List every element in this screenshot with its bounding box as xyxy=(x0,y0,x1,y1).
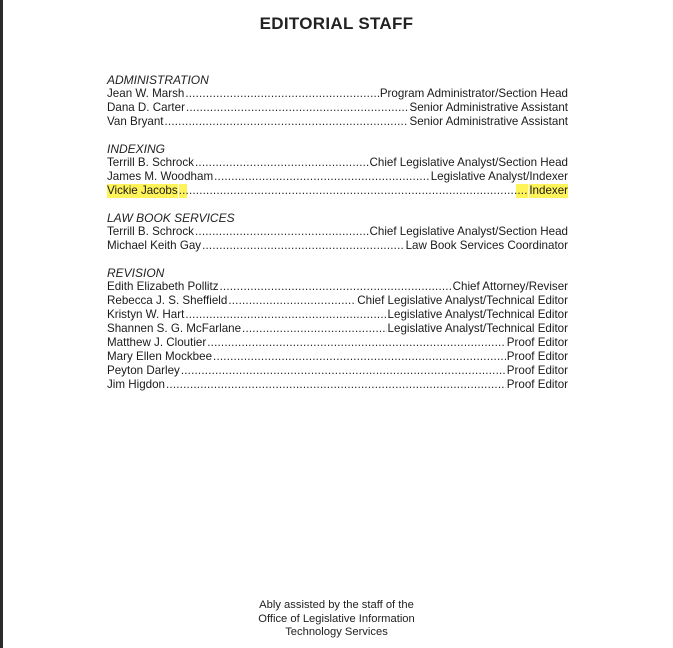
dot-leader xyxy=(207,336,506,350)
dot-leader xyxy=(179,184,529,198)
staff-name: Jean W. Marsh xyxy=(107,87,185,100)
staff-role: Proof Editor xyxy=(506,378,568,391)
staff-row xyxy=(107,115,568,129)
staff-name: Kristyn W. Hart xyxy=(107,308,185,321)
staff-row xyxy=(107,364,568,378)
staff-row xyxy=(107,336,568,350)
staff-row xyxy=(107,280,568,294)
section-heading: INDEXING xyxy=(107,142,166,156)
staff-row xyxy=(107,225,568,239)
footer-line: Technology Services xyxy=(285,626,388,638)
staff-role: Chief Legislative Analyst/Technical Editor xyxy=(357,294,568,307)
page-title: EDITORIAL STAFF xyxy=(259,14,414,33)
staff-role: Law Book Services Coordinator xyxy=(405,239,568,252)
section-administration xyxy=(107,73,568,129)
staff-role: Proof Editor xyxy=(506,364,568,377)
staff-name: Van Bryant xyxy=(107,115,164,128)
staff-row xyxy=(107,378,568,392)
dot-leader xyxy=(213,350,506,364)
staff-name: Peyton Darley xyxy=(107,364,180,377)
staff-name: Rebecca J. S. Sheffield xyxy=(107,294,228,307)
staff-role: Senior Administrative Assistant xyxy=(409,115,568,128)
dot-leader xyxy=(181,364,506,378)
section-heading: LAW BOOK SERVICES xyxy=(107,211,235,225)
section-revision xyxy=(107,266,568,392)
staff-directory xyxy=(107,73,568,405)
footer-line: Ably assisted by the staff of the xyxy=(259,599,414,611)
staff-row xyxy=(107,294,568,308)
staff-name: Michael Keith Gay xyxy=(107,239,202,252)
acknowledgement-footer xyxy=(0,599,673,640)
staff-role: Chief Legislative Analyst/Section Head xyxy=(369,156,568,169)
dot-leader xyxy=(186,101,409,115)
staff-role: Legislative Analyst/Technical Editor xyxy=(387,308,568,321)
dot-leader xyxy=(185,87,379,101)
dot-leader xyxy=(166,378,506,392)
footer-line: Office of Legislative Information xyxy=(258,612,415,625)
staff-role: Legislative Analyst/Indexer xyxy=(430,170,568,183)
staff-row xyxy=(107,322,568,336)
staff-row xyxy=(107,156,568,170)
staff-name: Jim Higdon xyxy=(107,378,165,391)
section-heading: REVISION xyxy=(107,266,165,280)
staff-role: Proof Editor xyxy=(506,336,568,349)
staff-name: Terrill B. Schrock xyxy=(107,156,194,169)
staff-row-highlighted xyxy=(107,184,568,198)
staff-name: Vickie Jacobs xyxy=(107,184,178,197)
staff-role: Chief Attorney/Reviser xyxy=(452,280,568,293)
staff-role: Legislative Analyst/Technical Editor xyxy=(387,322,568,335)
staff-row xyxy=(107,239,568,253)
section-heading: ADMINISTRATION xyxy=(107,73,209,87)
staff-name: Edith Elizabeth Pollitz xyxy=(107,280,219,293)
staff-role: Proof Editor xyxy=(506,350,568,363)
page-left-border xyxy=(0,0,3,648)
staff-row xyxy=(107,170,568,184)
staff-name: Mary Ellen Mockbee xyxy=(107,350,213,363)
section-law-book-services xyxy=(107,211,568,253)
staff-row xyxy=(107,308,568,322)
dot-leader xyxy=(195,156,369,170)
dot-leader xyxy=(220,280,452,294)
staff-name: Shannen S. G. McFarlane xyxy=(107,322,242,335)
staff-row xyxy=(107,101,568,115)
dot-leader xyxy=(228,294,356,308)
staff-name: Terrill B. Schrock xyxy=(107,225,194,238)
staff-row xyxy=(107,350,568,364)
dot-leader xyxy=(165,115,409,129)
staff-name: Matthew J. Cloutier xyxy=(107,336,207,349)
staff-row xyxy=(107,87,568,101)
dot-leader xyxy=(202,239,405,253)
staff-role: Indexer xyxy=(529,184,568,197)
dot-leader xyxy=(242,322,387,336)
dot-leader xyxy=(214,170,430,184)
staff-role: Senior Administrative Assistant xyxy=(409,101,568,114)
staff-name: Dana D. Carter xyxy=(107,101,185,114)
staff-role: Chief Legislative Analyst/Section Head xyxy=(369,225,568,238)
dot-leader xyxy=(185,308,386,322)
staff-role: Program Administrator/Section Head xyxy=(379,87,568,100)
staff-name: James M. Woodham xyxy=(107,170,214,183)
section-indexing xyxy=(107,142,568,198)
dot-leader xyxy=(195,225,369,239)
